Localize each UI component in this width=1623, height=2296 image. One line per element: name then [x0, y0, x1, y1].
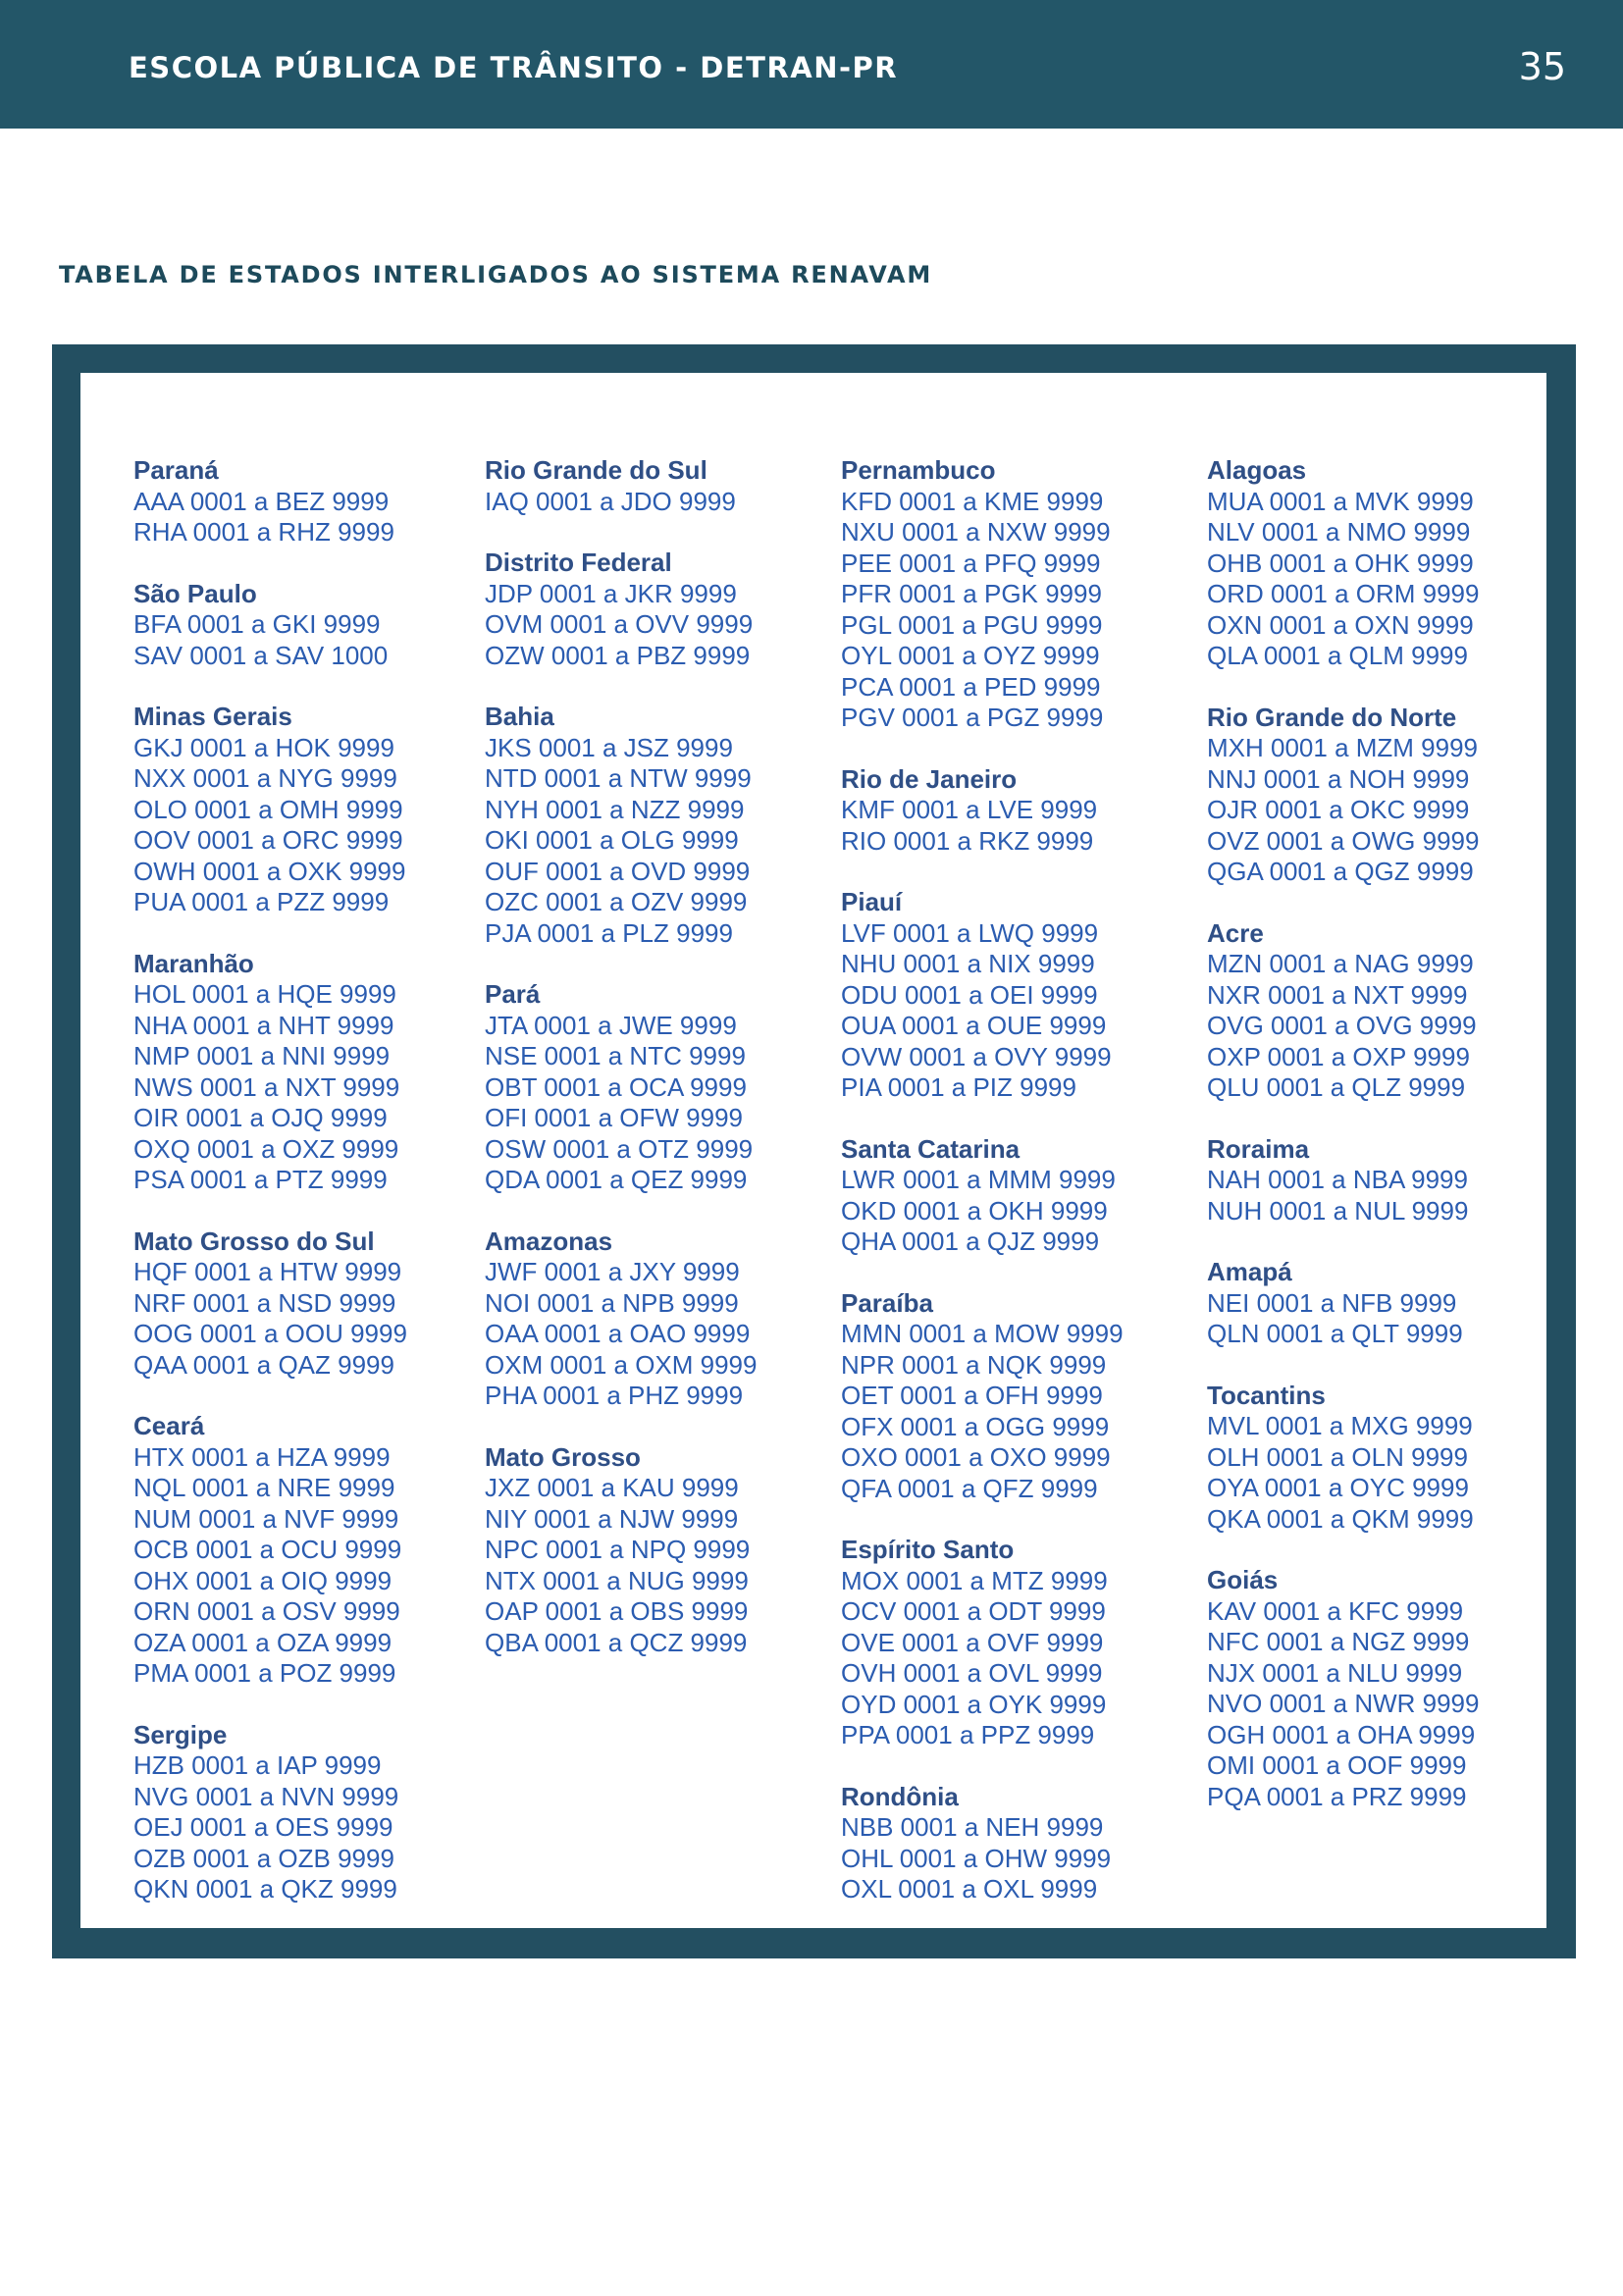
plate-range: ORN 0001 a OSV 9999	[133, 1596, 400, 1626]
plate-range: KAV 0001 a KFC 9999	[1207, 1595, 1464, 1626]
plate-range: OMI 0001 a OOF 9999	[1207, 1750, 1467, 1780]
state-column-3	[841, 455, 1124, 1936]
plate-range: QGA 0001 a QGZ 9999	[1207, 857, 1474, 886]
plate-range: KMF 0001 a LVE 9999	[841, 795, 1098, 824]
plate-range: NUM 0001 a NVF 9999	[133, 1503, 399, 1534]
plate-range: NBB 0001 a NEH 9999	[841, 1812, 1104, 1842]
plate-range: MZN 0001 a NAG 9999	[1207, 949, 1474, 978]
plate-range: NLV 0001 a NMO 9999	[1207, 517, 1471, 547]
plate-range: OVH 0001 a OVL 9999	[841, 1658, 1103, 1688]
plate-range: NWS 0001 a NXT 9999	[133, 1071, 400, 1102]
state-name: Rondônia	[841, 1781, 959, 1811]
plate-range: GKJ 0001 a HOK 9999	[133, 732, 394, 762]
plate-range: HZB 0001 a IAP 9999	[133, 1750, 382, 1780]
plate-range: MMN 0001 a MOW 9999	[841, 1319, 1124, 1348]
plate-range: NRF 0001 a NSD 9999	[133, 1287, 396, 1318]
plate-range: KFD 0001 a KME 9999	[841, 486, 1104, 516]
plate-range: QAA 0001 a QAZ 9999	[133, 1349, 394, 1380]
plate-range: OVE 0001 a OVF 9999	[841, 1627, 1104, 1657]
plate-range: OFX 0001 a OGG 9999	[841, 1411, 1110, 1441]
plate-range: JKS 0001 a JSZ 9999	[485, 732, 733, 762]
plate-range: NYH 0001 a NZZ 9999	[485, 794, 745, 824]
plate-range: OJR 0001 a OKC 9999	[1207, 795, 1470, 824]
state-block	[1207, 1134, 1479, 1227]
plate-range: QLU 0001 a QLZ 9999	[1207, 1072, 1466, 1102]
state-block	[133, 949, 407, 1196]
plate-range: NPR 0001 a NQK 9999	[841, 1349, 1107, 1380]
plate-range: OOV 0001 a ORC 9999	[133, 825, 403, 855]
plate-range: OXL 0001 a OXL 9999	[841, 1874, 1098, 1904]
state-block	[485, 548, 757, 671]
state-block	[841, 455, 1124, 734]
page-header	[0, 0, 1623, 129]
state-block	[133, 1411, 407, 1690]
state-block	[133, 455, 407, 548]
plate-range: OYL 0001 a OYZ 9999	[841, 641, 1100, 670]
plate-range: OXQ 0001 a OXZ 9999	[133, 1133, 399, 1164]
state-block	[1207, 1257, 1479, 1350]
state-block	[841, 1535, 1124, 1751]
plate-range: OCV 0001 a ODT 9999	[841, 1596, 1106, 1626]
plate-range: OSW 0001 a OTZ 9999	[485, 1133, 754, 1164]
plate-range: OVM 0001 a OVV 9999	[485, 609, 754, 639]
plate-range: PUA 0001 a PZZ 9999	[133, 887, 390, 916]
state-column-2	[485, 455, 757, 1689]
state-name: Rio Grande do Sul	[485, 455, 707, 485]
plate-range: QDA 0001 a QEZ 9999	[485, 1165, 748, 1194]
plate-range: QLA 0001 a QLM 9999	[1207, 641, 1468, 670]
state-name: Ceará	[133, 1411, 205, 1440]
state-name: Minas Gerais	[133, 702, 292, 731]
plate-range: HQF 0001 a HTW 9999	[133, 1257, 402, 1286]
plate-range: OZB 0001 a OZB 9999	[133, 1843, 394, 1873]
header-title: ESCOLA PÚBLICA DE TRÂNSITO - DETRAN-PR	[129, 51, 899, 84]
plate-range: QBA 0001 a QCZ 9999	[485, 1627, 748, 1657]
state-block	[1207, 455, 1479, 672]
plate-range: OXM 0001 a OXM 9999	[485, 1349, 758, 1380]
plate-range: QLN 0001 a QLT 9999	[1207, 1319, 1463, 1348]
plate-range: QHA 0001 a QJZ 9999	[841, 1226, 1100, 1256]
state-block	[133, 1720, 407, 1905]
plate-range: NEI 0001 a NFB 9999	[1207, 1287, 1457, 1318]
state-name: Bahia	[485, 702, 554, 731]
state-block	[1207, 703, 1479, 888]
table-panel	[80, 373, 1546, 1928]
plate-range: PSA 0001 a PTZ 9999	[133, 1165, 388, 1194]
state-block	[841, 764, 1124, 858]
state-name: Amazonas	[485, 1226, 613, 1256]
plate-range: OLH 0001 a OLN 9999	[1207, 1441, 1468, 1472]
state-block	[841, 1288, 1124, 1505]
plate-range: OVW 0001 a OVY 9999	[841, 1041, 1112, 1071]
state-block	[1207, 1381, 1479, 1536]
plate-range: PGV 0001 a PGZ 9999	[841, 703, 1104, 732]
plate-range: OFI 0001 a OFW 9999	[485, 1103, 744, 1132]
plate-range: NVO 0001 a NWR 9999	[1207, 1689, 1480, 1718]
plate-range: NXX 0001 a NYG 9999	[133, 763, 397, 793]
plate-range: OGH 0001 a OHA 9999	[1207, 1719, 1476, 1749]
plate-range: NOI 0001 a NPB 9999	[485, 1287, 739, 1318]
plate-range: JTA 0001 a JWE 9999	[485, 1010, 737, 1040]
plate-range: PHA 0001 a PHZ 9999	[485, 1381, 744, 1410]
plate-range: OVG 0001 a OVG 9999	[1207, 1011, 1477, 1040]
plate-range: MVL 0001 a MXG 9999	[1207, 1411, 1473, 1440]
plate-range: PJA 0001 a PLZ 9999	[485, 917, 733, 948]
plate-range: NTD 0001 a NTW 9999	[485, 763, 752, 793]
plate-range: MXH 0001 a MZM 9999	[1207, 733, 1479, 762]
plate-range: OHX 0001 a OIQ 9999	[133, 1565, 393, 1595]
plate-range: OIR 0001 a OJQ 9999	[133, 1103, 388, 1132]
plate-range: NSE 0001 a NTC 9999	[485, 1041, 746, 1070]
plate-range: LVF 0001 a LWQ 9999	[841, 917, 1099, 948]
plate-range: MUA 0001 a MVK 9999	[1207, 486, 1474, 516]
plate-range: OYD 0001 a OYK 9999	[841, 1689, 1107, 1719]
plate-range: OEJ 0001 a OES 9999	[133, 1812, 393, 1842]
plate-range: OZC 0001 a OZV 9999	[485, 887, 748, 916]
state-block	[485, 702, 757, 949]
plate-range: SAV 0001 a SAV 1000	[133, 640, 389, 670]
plate-range: MOX 0001 a MTZ 9999	[841, 1565, 1108, 1595]
plate-range: PGL 0001 a PGU 9999	[841, 609, 1103, 640]
plate-range: OXN 0001 a OXN 9999	[1207, 609, 1474, 640]
state-name: Piauí	[841, 887, 903, 916]
state-block	[485, 1442, 757, 1659]
state-block	[485, 1226, 757, 1412]
plate-range: QKA 0001 a QKM 9999	[1207, 1503, 1474, 1534]
plate-range: OWH 0001 a OXK 9999	[133, 856, 406, 886]
state-name: Santa Catarina	[841, 1133, 1021, 1164]
state-name: Pernambuco	[841, 455, 996, 485]
plate-range: NMP 0001 a NNI 9999	[133, 1041, 391, 1070]
state-name: Pará	[485, 979, 541, 1009]
state-name: Roraima	[1207, 1133, 1310, 1164]
state-block	[841, 1134, 1124, 1258]
state-name: Distrito Federal	[485, 548, 672, 577]
plate-range: PEE 0001 a PFQ 9999	[841, 548, 1101, 578]
plate-range: PCA 0001 a PED 9999	[841, 671, 1101, 702]
state-block	[485, 455, 757, 517]
plate-range: QKN 0001 a QKZ 9999	[133, 1874, 397, 1904]
state-block	[1207, 1565, 1479, 1812]
plate-range: NVG 0001 a NVN 9999	[133, 1781, 399, 1811]
state-block	[485, 979, 757, 1196]
plate-range: HOL 0001 a HQE 9999	[133, 979, 396, 1009]
state-block	[133, 1226, 407, 1382]
plate-range: RIO 0001 a RKZ 9999	[841, 825, 1094, 856]
state-name: Goiás	[1207, 1565, 1279, 1594]
page-number: 35	[1518, 45, 1566, 88]
plate-range: OXP 0001 a OXP 9999	[1207, 1041, 1470, 1071]
plate-range: OLO 0001 a OMH 9999	[133, 794, 403, 824]
state-name: Rio de Janeiro	[841, 763, 1018, 794]
plate-range: NAH 0001 a NBA 9999	[1207, 1165, 1468, 1194]
plate-range: PQA 0001 a PRZ 9999	[1207, 1781, 1467, 1811]
plate-range: OXO 0001 a OXO 9999	[841, 1442, 1111, 1472]
state-name: Sergipe	[133, 1719, 228, 1749]
plate-range: IAQ 0001 a JDO 9999	[485, 486, 736, 516]
plate-range: OKD 0001 a OKH 9999	[841, 1195, 1108, 1226]
state-name: Paraíba	[841, 1287, 933, 1318]
plate-range: HTX 0001 a HZA 9999	[133, 1441, 391, 1472]
plate-range: NQL 0001 a NRE 9999	[133, 1473, 395, 1502]
plate-range: NNJ 0001 a NOH 9999	[1207, 763, 1470, 794]
plate-range: NUH 0001 a NUL 9999	[1207, 1195, 1469, 1226]
state-name: Amapá	[1207, 1257, 1292, 1286]
plate-range: OKI 0001 a OLG 9999	[485, 825, 739, 855]
plate-range: OVZ 0001 a OWG 9999	[1207, 825, 1480, 856]
plate-range: LWR 0001 a MMM 9999	[841, 1165, 1116, 1194]
state-name: Rio Grande do Norte	[1207, 702, 1457, 732]
watermark-logo-top	[412, 98, 1217, 324]
plate-range: AAA 0001 a BEZ 9999	[133, 486, 390, 516]
plate-range: PPA 0001 a PPZ 9999	[841, 1720, 1095, 1749]
plate-range: PMA 0001 a POZ 9999	[133, 1658, 396, 1688]
plate-range: NHA 0001 a NHT 9999	[133, 1010, 394, 1040]
plate-range: JWF 0001 a JXY 9999	[485, 1257, 740, 1286]
plate-range: PFR 0001 a PGK 9999	[841, 579, 1102, 608]
state-name: São Paulo	[133, 578, 257, 608]
table-frame	[52, 344, 1576, 1958]
plate-range: NXU 0001 a NXW 9999	[841, 517, 1111, 547]
plate-range: JXZ 0001 a KAU 9999	[485, 1473, 739, 1502]
state-block	[841, 887, 1124, 1104]
plate-range: ORD 0001 a ORM 9999	[1207, 579, 1480, 608]
plate-range: ODU 0001 a OEI 9999	[841, 979, 1098, 1010]
state-name: Tocantins	[1207, 1380, 1326, 1410]
state-block	[133, 702, 407, 918]
state-name: Acre	[1207, 917, 1264, 948]
plate-range: PIA 0001 a PIZ 9999	[841, 1072, 1076, 1102]
plate-range: NTX 0001 a NUG 9999	[485, 1565, 749, 1595]
plate-range: NXR 0001 a NXT 9999	[1207, 979, 1468, 1010]
state-name: Espírito Santo	[841, 1535, 1015, 1564]
state-name: Mato Grosso do Sul	[133, 1226, 375, 1256]
watermark-logo-bottom	[412, 1953, 1217, 2178]
plate-range: NPC 0001 a NPQ 9999	[485, 1535, 751, 1564]
section-title: TABELA DE ESTADOS INTERLIGADOS AO SISTEMA RENAVAM	[59, 261, 933, 288]
plate-range: OCB 0001 a OCU 9999	[133, 1535, 402, 1564]
plate-range: JDP 0001 a JKR 9999	[485, 578, 737, 608]
plate-range: BFA 0001 a GKI 9999	[133, 609, 381, 639]
plate-range: OZW 0001 a PBZ 9999	[485, 640, 751, 670]
state-block	[841, 1782, 1124, 1905]
plate-range: OAA 0001 a OAO 9999	[485, 1319, 751, 1348]
plate-range: OHB 0001 a OHK 9999	[1207, 548, 1474, 578]
plate-range: OET 0001 a OFH 9999	[841, 1381, 1103, 1410]
plate-range: OHL 0001 a OHW 9999	[841, 1843, 1112, 1873]
plate-range: NJX 0001 a NLU 9999	[1207, 1657, 1463, 1688]
plate-range: RHA 0001 a RHZ 9999	[133, 517, 394, 547]
state-column-4	[1207, 455, 1479, 1843]
plate-range: QFA 0001 a QFZ 9999	[841, 1473, 1098, 1503]
state-name: Alagoas	[1207, 455, 1307, 485]
state-column-1	[133, 455, 407, 1936]
state-block	[133, 579, 407, 672]
plate-range: NFC 0001 a NGZ 9999	[1207, 1627, 1470, 1656]
plate-range: OBT 0001 a OCA 9999	[485, 1071, 747, 1102]
state-block	[1207, 918, 1479, 1104]
state-name: Paraná	[133, 455, 219, 485]
plate-range: OUA 0001 a OUE 9999	[841, 1011, 1107, 1040]
plate-range: OZA 0001 a OZA 9999	[133, 1627, 393, 1657]
state-name: Mato Grosso	[485, 1441, 641, 1472]
plate-range: OAP 0001 a OBS 9999	[485, 1596, 749, 1626]
plate-range: OUF 0001 a OVD 9999	[485, 856, 751, 886]
state-name: Maranhão	[133, 948, 254, 978]
plate-range: NHU 0001 a NIX 9999	[841, 949, 1095, 978]
plate-range: OYA 0001 a OYC 9999	[1207, 1473, 1469, 1502]
plate-range: NIY 0001 a NJW 9999	[485, 1503, 739, 1534]
plate-range: OOG 0001 a OOU 9999	[133, 1319, 407, 1348]
